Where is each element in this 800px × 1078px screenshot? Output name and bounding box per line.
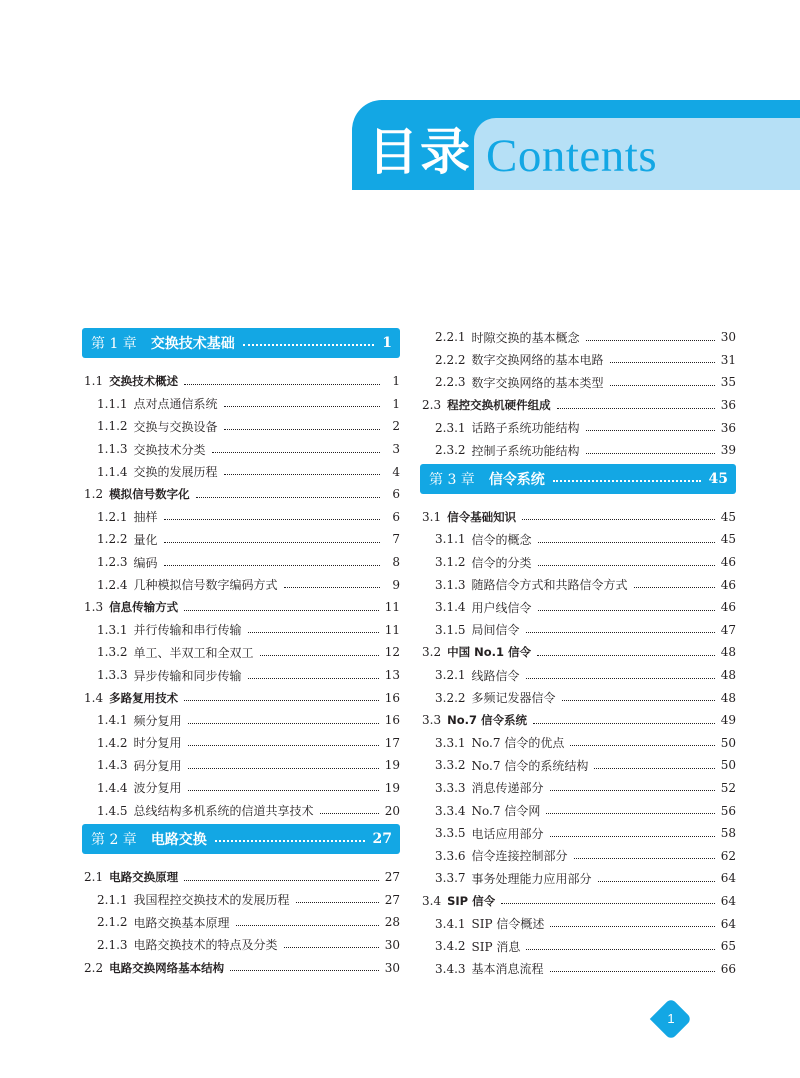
leader-dots <box>634 587 715 588</box>
entry-number: 1.3.1 <box>97 622 128 637</box>
entry-title: 抽样 <box>133 510 158 525</box>
entry-page: 56 <box>720 803 736 818</box>
leader-dots <box>184 700 379 701</box>
leader-dots <box>215 840 365 842</box>
entry-number: 3.1.4 <box>435 600 466 615</box>
entry-page: 46 <box>720 577 736 592</box>
entry-title: 信息传输方式 <box>109 600 179 615</box>
toc-chapter[interactable] <box>82 824 400 854</box>
entry-page: 20 <box>384 803 400 818</box>
leader-dots <box>586 430 715 431</box>
entry-number: 2.3 <box>422 398 442 413</box>
entry-page: 30 <box>384 960 400 975</box>
leader-dots <box>296 902 379 903</box>
entry-title: 时分复用 <box>133 736 182 751</box>
entry-page: 19 <box>384 780 400 795</box>
leader-dots <box>537 655 715 656</box>
entry-title: 频分复用 <box>133 713 182 728</box>
entry-number: 1.1 <box>84 374 104 389</box>
chapter-number: 第 1 章 <box>91 336 137 352</box>
entry-number: 2.2.2 <box>435 352 466 367</box>
toc-subsection[interactable] <box>420 528 736 551</box>
chapter-title: 电路交换 <box>150 831 207 848</box>
leader-dots <box>212 452 380 453</box>
entry-page: 35 <box>720 375 736 390</box>
entry-number: 2.1.1 <box>97 892 128 907</box>
entry-title: 点对点通信系统 <box>133 397 218 412</box>
leader-dots <box>248 678 379 679</box>
entry-page: 46 <box>720 555 736 570</box>
entry-number: 3.1 <box>422 509 442 524</box>
entry-title: 数字交换网络的基本电路 <box>471 353 604 368</box>
toc-subsection[interactable] <box>420 732 736 755</box>
leader-dots <box>243 344 374 346</box>
toc-subsection[interactable] <box>82 460 400 483</box>
entry-page: 16 <box>384 690 400 705</box>
entry-title: 用户线信令 <box>471 600 532 615</box>
entry-number: 1.1.4 <box>97 464 128 479</box>
leader-dots <box>553 480 701 482</box>
entry-page: 19 <box>384 758 400 773</box>
entry-title: SIP 消息 <box>471 939 521 954</box>
toc-subsection[interactable] <box>82 506 400 529</box>
toc-section[interactable] <box>82 483 400 506</box>
leader-dots <box>538 542 715 543</box>
chapter-number: 第 2 章 <box>91 831 137 848</box>
entry-title: 模拟信号数字化 <box>109 487 190 502</box>
entry-page: 48 <box>720 668 736 683</box>
leader-dots <box>550 926 714 927</box>
entry-number: 3.1.5 <box>435 622 466 637</box>
entry-page: 16 <box>384 713 400 728</box>
entry-page: 47 <box>720 622 736 637</box>
toc-section[interactable] <box>82 686 400 709</box>
entry-page: 64 <box>720 871 736 886</box>
toc-section[interactable] <box>420 394 736 417</box>
leader-dots <box>184 384 380 385</box>
entry-title: 信令的概念 <box>471 532 532 547</box>
entry-title: 交换与交换设备 <box>133 419 218 434</box>
entry-number: 1.2 <box>84 487 104 502</box>
entry-page: 2 <box>392 419 400 434</box>
chapter-title: 信令系统 <box>488 471 545 488</box>
entry-title: 电路交换网络基本结构 <box>109 960 225 975</box>
entry-number: 3.4.1 <box>435 916 466 931</box>
entry-title: No.7 信令系统 <box>447 713 527 728</box>
toc-subsection[interactable] <box>82 732 400 755</box>
entry-number: 1.4.4 <box>97 780 128 795</box>
entry-number: 2.1 <box>84 870 104 885</box>
toc-section[interactable] <box>420 641 736 664</box>
toc-subsection[interactable] <box>82 934 400 957</box>
entry-page: 30 <box>384 937 400 952</box>
entry-title: 消息传递部分 <box>471 781 544 796</box>
entry-title: 信令连接控制部分 <box>471 849 568 864</box>
leader-dots <box>184 880 379 881</box>
leader-dots <box>501 903 715 904</box>
chapter-page: 27 <box>372 830 392 847</box>
toc-subsection[interactable] <box>82 573 400 596</box>
leader-dots <box>320 813 379 814</box>
toc-subsection[interactable] <box>82 619 400 642</box>
toc-subsection[interactable] <box>420 957 736 980</box>
toc-subsection[interactable] <box>420 686 736 709</box>
leader-dots <box>230 970 379 971</box>
toc-subsection[interactable] <box>82 438 400 461</box>
toc-section[interactable] <box>82 866 400 889</box>
entry-number: 1.1.2 <box>97 419 128 434</box>
entry-title: 并行传输和串行传输 <box>133 623 242 638</box>
toc-subsection[interactable] <box>82 911 400 934</box>
leader-dots <box>284 947 379 948</box>
entry-title: 多路复用技术 <box>109 690 179 705</box>
entry-title: 电路交换技术的特点及分类 <box>133 938 278 953</box>
toc-subsection[interactable] <box>420 754 736 777</box>
entry-title: 时隙交换的基本概念 <box>471 330 580 345</box>
entry-title: 事务处理能力应用部分 <box>471 871 592 886</box>
entry-number: 3.1.2 <box>435 555 466 570</box>
leader-dots <box>550 836 715 837</box>
entry-number: 3.2.2 <box>435 690 466 705</box>
entry-title: 多频记发器信令 <box>471 691 556 706</box>
entry-page: 12 <box>384 645 400 660</box>
entry-title: 波分复用 <box>133 781 182 796</box>
entry-page: 65 <box>720 939 736 954</box>
leader-dots <box>594 768 714 769</box>
entry-page: 64 <box>720 893 736 908</box>
toc-subsection[interactable] <box>420 349 736 372</box>
leader-dots <box>574 858 715 859</box>
entry-title: 码分复用 <box>133 758 182 773</box>
toc-subsection[interactable] <box>82 641 400 664</box>
entry-number: 2.1.3 <box>97 937 128 952</box>
leader-dots <box>526 678 715 679</box>
toc-subsection[interactable] <box>82 888 400 911</box>
toc-subsection[interactable] <box>82 777 400 800</box>
toc-subsection[interactable] <box>420 371 736 394</box>
entry-page: 50 <box>720 735 736 750</box>
entry-page: 48 <box>720 645 736 660</box>
leader-dots <box>610 362 715 363</box>
leader-dots <box>184 610 379 611</box>
entry-page: 31 <box>720 352 736 367</box>
leader-dots <box>188 723 379 724</box>
entry-number: 3.3.1 <box>435 735 466 750</box>
entry-title: No.7 信令的系统结构 <box>471 758 589 773</box>
toc-subsection[interactable] <box>420 822 736 845</box>
entry-page: 3 <box>392 442 400 457</box>
chapter-title: 交换技术基础 <box>150 336 235 352</box>
entry-page: 49 <box>720 713 736 728</box>
leader-dots <box>522 519 715 520</box>
leader-dots <box>562 700 715 701</box>
entry-title: SIP 信令 <box>447 893 496 908</box>
leader-dots <box>526 949 714 950</box>
entry-number: 2.3.2 <box>435 443 466 458</box>
entry-number: 3.3.3 <box>435 780 466 795</box>
entry-title: 信令的分类 <box>471 555 532 570</box>
entry-number: 3.2.1 <box>435 668 466 683</box>
entry-page: 7 <box>392 532 400 547</box>
entry-title: 电路交换原理 <box>109 870 179 885</box>
entry-number: 1.1.1 <box>97 396 128 411</box>
leader-dots <box>224 429 380 430</box>
entry-title: 控制子系统功能结构 <box>471 443 580 458</box>
entry-number: 3.3.7 <box>435 871 466 886</box>
toc-subsection[interactable] <box>82 551 400 574</box>
entry-number: 2.2 <box>84 960 104 975</box>
entry-title: 编码 <box>133 555 158 570</box>
entry-number: 1.2.3 <box>97 555 128 570</box>
toc-section[interactable] <box>82 370 400 393</box>
entry-number: 1.4.5 <box>97 803 128 818</box>
entry-page: 52 <box>720 780 736 795</box>
entry-title: 单工、半双工和全双工 <box>133 645 254 660</box>
page-number: 1 <box>667 1011 675 1026</box>
toc-subsection[interactable] <box>420 799 736 822</box>
chapter-number: 第 3 章 <box>429 471 475 488</box>
toc-section[interactable] <box>420 506 736 529</box>
entry-page: 27 <box>384 870 400 885</box>
entry-number: 1.3.3 <box>97 668 128 683</box>
entry-number: 3.4.3 <box>435 961 466 976</box>
entry-number: 1.4 <box>84 690 104 705</box>
toc-subsection[interactable] <box>420 573 736 596</box>
entry-number: 1.1.3 <box>97 442 128 457</box>
entry-page: 1 <box>392 396 400 411</box>
leader-dots <box>598 881 715 882</box>
toc-subsection[interactable] <box>82 799 400 822</box>
entry-number: 3.2 <box>422 645 442 660</box>
entry-number: 2.3.1 <box>435 420 466 435</box>
entry-page: 27 <box>384 892 400 907</box>
leader-dots <box>557 408 715 409</box>
leader-dots <box>284 587 380 588</box>
entry-page: 17 <box>384 735 400 750</box>
toc-section[interactable] <box>82 596 400 619</box>
entry-title: 中国 No.1 信令 <box>447 645 531 660</box>
toc-subsection[interactable] <box>82 664 400 687</box>
entry-page: 36 <box>720 398 736 413</box>
entry-page: 11 <box>384 622 400 637</box>
leader-dots <box>236 925 379 926</box>
entry-number: 1.4.2 <box>97 735 128 750</box>
leader-dots <box>248 632 379 633</box>
leader-dots <box>550 790 715 791</box>
entry-title: 交换技术分类 <box>133 442 206 457</box>
entry-title: 信令基础知识 <box>447 509 517 524</box>
entry-page: 6 <box>392 487 400 502</box>
leader-dots <box>546 813 714 814</box>
entry-page: 8 <box>392 555 400 570</box>
toc-subsection[interactable] <box>420 619 736 642</box>
entry-number: 1.2.4 <box>97 577 128 592</box>
toc-chapter[interactable] <box>82 328 400 358</box>
entry-page: 50 <box>720 758 736 773</box>
entry-number: 1.2.2 <box>97 532 128 547</box>
toc-subsection[interactable] <box>420 867 736 890</box>
leader-dots <box>586 453 715 454</box>
toc-subsection[interactable] <box>420 551 736 574</box>
toc-column-left <box>82 326 400 979</box>
entry-title: 量化 <box>133 532 158 547</box>
entry-title: 我国程控交换技术的发展历程 <box>133 893 290 908</box>
toc-section[interactable] <box>82 956 400 979</box>
entry-title: No.7 信令网 <box>471 804 541 819</box>
entry-page: 36 <box>720 420 736 435</box>
entry-number: 1.2.1 <box>97 509 128 524</box>
leader-dots <box>188 745 379 746</box>
entry-number: 1.3.2 <box>97 645 128 660</box>
toc-section[interactable] <box>420 890 736 913</box>
entry-number: 3.4.2 <box>435 939 466 954</box>
entry-title: 电路交换基本原理 <box>133 915 230 930</box>
entry-title: 程控交换机硬件组成 <box>447 398 551 413</box>
entry-page: 9 <box>392 577 400 592</box>
entry-title: 总线结构多机系统的信道共享技术 <box>133 804 314 819</box>
entry-number: 1.4.1 <box>97 713 128 728</box>
toc-subsection[interactable] <box>82 393 400 416</box>
page-title-en: Contents <box>486 130 658 182</box>
toc-subsection[interactable] <box>420 439 736 462</box>
leader-dots <box>526 632 715 633</box>
entry-page: 48 <box>720 690 736 705</box>
entry-number: 3.1.1 <box>435 532 466 547</box>
chapter-page: 45 <box>708 470 728 487</box>
toc-subsection[interactable] <box>420 935 736 958</box>
leader-dots <box>586 340 715 341</box>
entry-number: 3.4 <box>422 893 442 908</box>
entry-title: 异步传输和同步传输 <box>133 668 242 683</box>
entry-title: 交换的发展历程 <box>133 465 218 480</box>
entry-page: 28 <box>384 915 400 930</box>
entry-number: 1.3 <box>84 600 104 615</box>
entry-title: 电话应用部分 <box>471 826 544 841</box>
entry-page: 66 <box>720 961 736 976</box>
leader-dots <box>188 768 379 769</box>
toc-subsection[interactable] <box>420 326 736 349</box>
entry-page: 46 <box>720 600 736 615</box>
entry-title: SIP 信令概述 <box>471 917 545 932</box>
entry-number: 3.3.2 <box>435 758 466 773</box>
entry-title: 随路信令方式和共路信令方式 <box>471 578 628 593</box>
entry-page: 4 <box>392 464 400 479</box>
leader-dots <box>538 610 715 611</box>
toc-subsection[interactable] <box>82 754 400 777</box>
toc-section[interactable] <box>420 709 736 732</box>
toc-subsection[interactable] <box>420 912 736 935</box>
leader-dots <box>224 406 380 407</box>
entry-title: 局间信令 <box>471 623 520 638</box>
toc-subsection[interactable] <box>82 415 400 438</box>
leader-dots <box>610 385 715 386</box>
entry-page: 58 <box>720 826 736 841</box>
toc-subsection[interactable] <box>420 777 736 800</box>
leader-dots <box>164 542 380 543</box>
entry-number: 3.1.3 <box>435 577 466 592</box>
entry-title: 基本消息流程 <box>471 962 544 977</box>
entry-page: 6 <box>392 509 400 524</box>
entry-page: 45 <box>720 509 736 524</box>
leader-dots <box>196 497 380 498</box>
entry-page: 11 <box>384 600 400 615</box>
toc-subsection[interactable] <box>420 416 736 439</box>
entry-number: 2.1.2 <box>97 915 128 930</box>
entry-title: 交换技术概述 <box>109 374 179 389</box>
toc-subsection[interactable] <box>420 844 736 867</box>
leader-dots <box>533 723 715 724</box>
leader-dots <box>188 790 379 791</box>
toc-subsection[interactable] <box>82 709 400 732</box>
entry-number: 3.3.6 <box>435 848 466 863</box>
leader-dots <box>224 474 380 475</box>
entry-page: 64 <box>720 916 736 931</box>
toc-subsection[interactable] <box>420 596 736 619</box>
entry-number: 3.3.4 <box>435 803 466 818</box>
leader-dots <box>538 565 715 566</box>
leader-dots <box>550 971 715 972</box>
entry-number: 3.3.5 <box>435 826 466 841</box>
entry-page: 45 <box>720 532 736 547</box>
entry-title: 话路子系统功能结构 <box>471 421 580 436</box>
entry-number: 2.2.1 <box>435 330 466 345</box>
entry-page: 1 <box>392 374 400 389</box>
entry-page: 39 <box>720 443 736 458</box>
entry-number: 2.2.3 <box>435 375 466 390</box>
entry-page: 30 <box>720 330 736 345</box>
leader-dots <box>164 565 380 566</box>
toc-chapter[interactable] <box>420 464 736 494</box>
toc-subsection[interactable] <box>420 664 736 687</box>
entry-title: 数字交换网络的基本类型 <box>471 375 604 390</box>
entry-page: 62 <box>720 848 736 863</box>
entry-number: 3.3 <box>422 713 442 728</box>
entry-title: No.7 信令的优点 <box>471 736 565 751</box>
leader-dots <box>570 745 714 746</box>
page-title-cn: 目录 <box>368 123 472 181</box>
entry-page: 13 <box>384 668 400 683</box>
chapter-page: 1 <box>382 335 392 351</box>
leader-dots <box>260 655 379 656</box>
entry-title: 线路信令 <box>471 668 520 683</box>
entry-number: 1.4.3 <box>97 758 128 773</box>
toc-subsection[interactable] <box>82 528 400 551</box>
entry-title: 几种模拟信号数字编码方式 <box>133 578 278 593</box>
leader-dots <box>164 519 380 520</box>
toc-column-right <box>420 326 736 980</box>
